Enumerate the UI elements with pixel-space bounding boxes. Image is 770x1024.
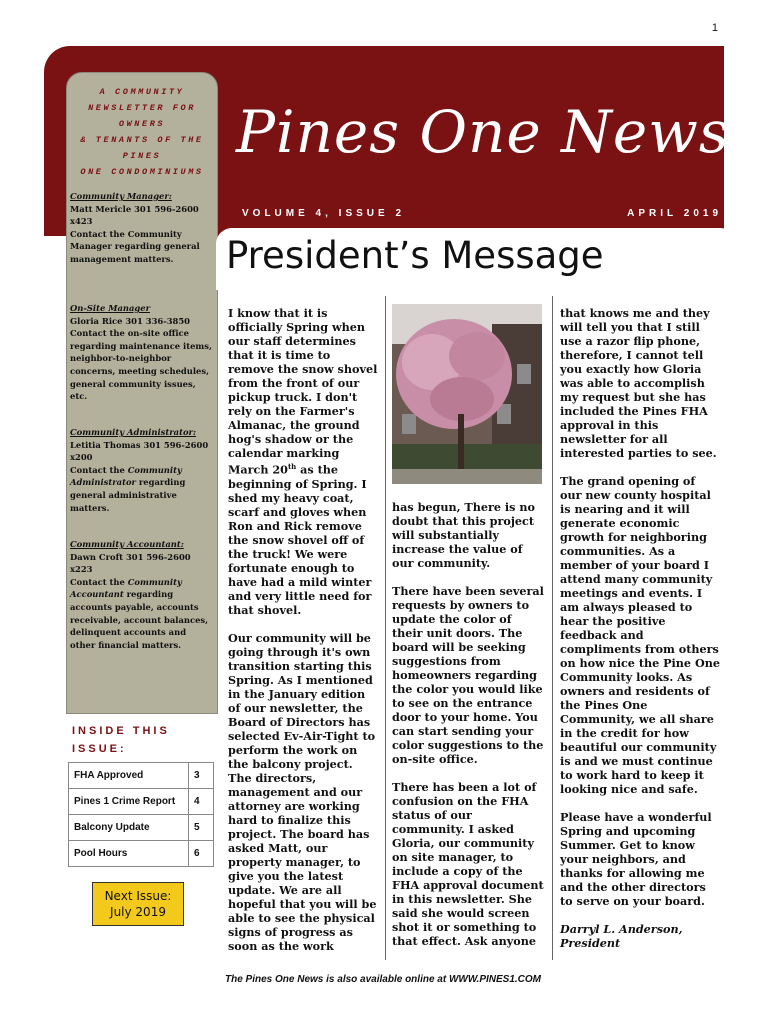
contact-name-phone: Letitia Thomas 301 596-2600 xyxy=(70,439,209,450)
tagline-line: & TENANTS OF THE PINES xyxy=(80,135,204,161)
issue-date: APRIL 2019 xyxy=(627,208,722,219)
contact-description: regarding general administrative matters. xyxy=(70,477,186,513)
contact-name-phone: Matt Mericle 301 596-2600 xyxy=(70,203,199,214)
masthead-tagline xyxy=(70,84,214,180)
contact-onsite-manager xyxy=(70,302,212,403)
contact-role: Community Administrator xyxy=(70,464,182,488)
article-paragraph: There have been several requests by owners to update the color of their unit doors. The board will be seeking suggestions from homeowners regarding the color you would like to see on the entrance door to your home. You can start sending your color suggestions to the on-site office. xyxy=(392,584,544,766)
tagline-line: ONE CONDOMINIUMS xyxy=(80,167,204,177)
signature: Darryl L. Anderson, President xyxy=(560,922,683,950)
toc-title[interactable]: Pool Hours xyxy=(69,841,189,867)
column-divider xyxy=(385,296,386,960)
inside-this-issue-title xyxy=(72,722,170,758)
contact-description: Contact the Community Manager regarding general management matters. xyxy=(70,228,200,264)
toc-page: 6 xyxy=(189,841,214,867)
contact-label: Community Manager: xyxy=(70,191,172,201)
article-paragraph: has begun, There is no doubt that this project will substantially increase the value of our community. xyxy=(392,500,535,570)
toc-title[interactable]: FHA Approved xyxy=(69,763,189,789)
contact-ext: x423 xyxy=(70,216,93,227)
ordinal-suffix: th xyxy=(287,462,297,471)
contact-community-accountant xyxy=(70,538,212,651)
contact-community-administrator xyxy=(70,426,212,514)
inside-title-line: ISSUE: xyxy=(72,743,127,755)
contact-label: Community Accountant: xyxy=(70,539,184,549)
page-heading: President’s Message xyxy=(226,234,604,277)
contact-name-phone: Dawn Croft 301 596-2600 xyxy=(70,551,191,562)
contact-label: On-Site Manager xyxy=(70,303,151,313)
toc-row[interactable] xyxy=(69,789,214,815)
toc-title[interactable]: Pines 1 Crime Report xyxy=(69,789,189,815)
toc-title[interactable]: Balcony Update xyxy=(69,815,189,841)
toc-row[interactable] xyxy=(69,841,214,867)
contact-label: Community Administrator: xyxy=(70,427,197,437)
spring-tree-photo xyxy=(392,304,542,484)
article-column-1 xyxy=(228,306,380,967)
tagline-line: NEWSLETTER FOR OWNERS xyxy=(88,103,196,129)
toc-page: 3 xyxy=(189,763,214,789)
contact-role: Community Accountant xyxy=(70,576,182,600)
volume-issue: VOLUME 4, ISSUE 2 xyxy=(242,208,406,219)
contact-description: Contact the xyxy=(70,464,128,475)
next-issue-box xyxy=(92,882,184,926)
contact-description: Contact the on-site office regarding maintenance items, neighbor-to-neighbor concerns, meeting schedules, general community issues, etc. xyxy=(70,328,212,402)
article-paragraph xyxy=(228,306,380,617)
toc-page: 5 xyxy=(189,815,214,841)
footer-note: The Pines One News is also available online at WWW.PINES1.COM xyxy=(225,974,542,985)
article-column-3 xyxy=(560,306,720,964)
paragraph-text: I know that it is officially Spring when our staff determines that it is time to remove the snow shovel from the front of our pickup truck. I don't rely on the Farmer's Almanac, the ground hog's shadow or the calendar marking March 20 xyxy=(228,306,378,477)
next-issue-date: July 2019 xyxy=(110,905,166,919)
tagline-line: A COMMUNITY xyxy=(99,87,185,97)
toc-page: 4 xyxy=(189,789,214,815)
inside-title-line: INSIDE THIS xyxy=(72,725,170,737)
contact-description: Contact the xyxy=(70,576,128,587)
contact-ext: x223 xyxy=(70,564,93,575)
column-divider xyxy=(552,296,553,960)
toc-row[interactable] xyxy=(69,763,214,789)
contact-community-manager xyxy=(70,190,212,266)
next-issue-label: Next Issue: xyxy=(104,889,172,903)
contact-ext: x200 xyxy=(70,452,93,463)
article-paragraph: that knows me and they will tell you that I still use a razor flip phone, therefore, I cannot tell you exactly how Gloria was able to accomplish my request but she has included the Pines FHA approval in this newsletter for all interested parties to see. xyxy=(560,306,717,460)
article-paragraph: Please have a wonderful Spring and upcoming Summer. Get to know your neighbors, and thanks for allowing me and the other directors to serve on your board. xyxy=(560,810,712,908)
contact-description: regarding accounts payable, accounts receivable, account balances, delinquent accounts and other financial matters. xyxy=(70,589,209,650)
page-number: 1 xyxy=(711,22,718,34)
article-paragraph: The grand opening of our new county hospital is nearing and it will generate economic growth for neighboring communities. As a member of your board I attend many community meetings and events. I am always pleased to hear the positive feedback and compliments from others on how nice the Pine One Community looks. As owners and residents of the Pines One Community, we all share in the credit for how beautiful our community is and we must continue to work hard to keep it looking nice and safe. xyxy=(560,474,720,796)
newsletter-title: Pines One News xyxy=(236,98,730,166)
tree-photo-image xyxy=(392,304,542,484)
toc-row[interactable] xyxy=(69,815,214,841)
table-of-contents xyxy=(68,762,214,867)
article-column-2 xyxy=(392,500,544,962)
contact-name-phone: Gloria Rice 301 336-3850 xyxy=(70,315,191,326)
paragraph-text: as the beginning of Spring. I shed my heavy coat, scarf and gloves when Ron and Rick remove the snow shovel off of the truck! We were fortunate enough to have had a mild winter and very little need for that shovel. xyxy=(228,462,372,617)
article-paragraph: Our community will be going through it's own transition starting this Spring. As I mentioned in the January edition of our newsletter, the Board of Directors has selected Ev-Air-Tight to perform the work on the balcony project. The directors, management and our attorney are working hard to finalize this project. The board has asked Matt, our property manager, to give you the latest update. We are all hopeful that you will be able to see the physical signs of progress as soon as the work xyxy=(228,630,377,953)
article-paragraph: There has been a lot of confusion on the FHA status of our community. I asked Gloria, our community on site manager, to include a copy of the FHA approval document in this newsletter. She said she would screen shot it or something to that effect. Ask anyone xyxy=(392,780,544,948)
